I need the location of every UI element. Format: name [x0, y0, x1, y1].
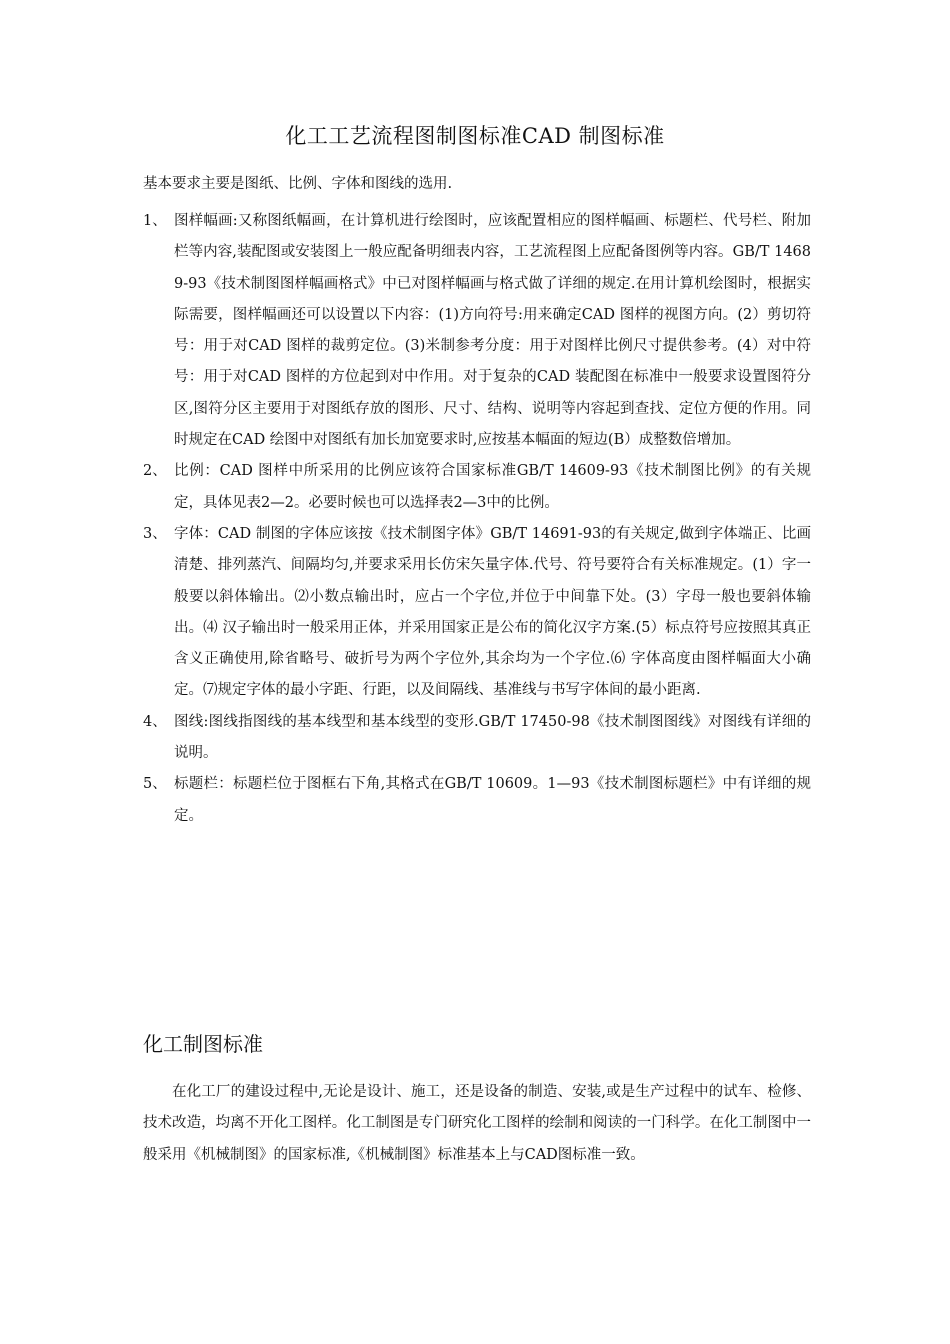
- section-heading: 化工制图标准: [143, 1032, 263, 1056]
- list-item-text: 字体：CAD 制图的字体应该按《技术制图字体》GB/T 14691-93的有关规定,做到字体端正、比画清楚、排列蒸汽、间隔均匀,并要求采用长仿宋矢量字体.代号、符号要符合有关标准规定。(1）字一般要以斜体输出。⑵小数点输出时，应占一个字位,并位于中间靠下处。(3）字母一般也要斜体输出。⑷ 汉子输出时一般采用正体，并采用国家正是公布的简化汉字方案.(5）标点符号应按照其真正含义正确使用,除省略号、破折号为两个字位外,其余均为一个字位.⑹ 字体高度由图样幅面大小确定。⑺规定字体的最小字距、行距，以及间隔线、基准线与书写字体间的最小距离.: [174, 525, 811, 699]
- list-item-number: 1、: [143, 213, 167, 229]
- list-item-number: 2、: [143, 463, 167, 480]
- list-item: [143, 519, 811, 707]
- section-paragraph: 在化工厂的建设过程中,无论是设计、施工，还是设备的制造、安装,或是生产过程中的试车、检修、技术改造，均离不开化工图样。化工制图是专门研究化工图样的绘制和阅读的一门科学。在化工制图中一般采用《机械制图》的国家标准,《机械制图》标准基本上与CAD图标准一致。: [143, 1084, 811, 1163]
- list-item: [143, 206, 811, 456]
- list-item-text: 比例：CAD 图样中所采用的比例应该符合国家标准GB/T 14609-93《技术制图比例》的有关规定，具体见表2—2。必要时候也可以选择表2—3中的比例。: [174, 463, 811, 511]
- list-item-number: 3、: [143, 525, 167, 542]
- intro-paragraph: 基本要求主要是图纸、比例、字体和图线的选用.: [143, 176, 453, 192]
- requirements-list: [143, 206, 811, 832]
- list-item: [143, 769, 811, 832]
- list-item-text: 图样幅画:又称图纸幅画，在计算机进行绘图时，应该配置相应的图样幅画、标题栏、代号栏、附加栏等内容,装配图或安装图上一般应配备明细表内容，工艺流程图上应配备图例等内容。GB/T 14689-93《技术制图图样幅画格式》中已对图样幅画与格式做了详细的规定.在用计算机绘图时，根据实际需要，图样幅画还可以设置以下内容：(1)方向符号:用来确定CAD 图样的视图方向。(2）剪切符号：用于对CAD 图样的裁剪定位。(3)米制参考分度：用于对图样比例尺寸提供参考。(4）对中符号：用于对CAD 图样的方位起到对中作用。对于复杂的CAD 装配图在标准中一般要求设置图符分区,图符分区主要用于对图纸存放的图形、尺寸、结构、说明等内容起到查找、定位方便的作用。同时规定在CAD 绘图中对图纸有加长加宽要求时,应按基本幅面的短边(B）成整数倍增加。: [174, 213, 811, 449]
- list-item-text: 图线:图线指图线的基本线型和基本线型的变形.GB/T 17450-98《技术制图图线》对图线有详细的说明。: [174, 713, 811, 762]
- list-item-number: 5、: [143, 776, 167, 793]
- list-item-text: 标题栏：标题栏位于图框右下角,其格式在GB/T 10609。1—93《技术制图标题栏》中有详细的规定。: [174, 776, 811, 824]
- document-title: 化工工艺流程图制图标准CAD 制图标准: [285, 124, 665, 148]
- list-item: [143, 707, 811, 770]
- list-item-number: 4、: [143, 713, 167, 730]
- list-item: [143, 456, 811, 519]
